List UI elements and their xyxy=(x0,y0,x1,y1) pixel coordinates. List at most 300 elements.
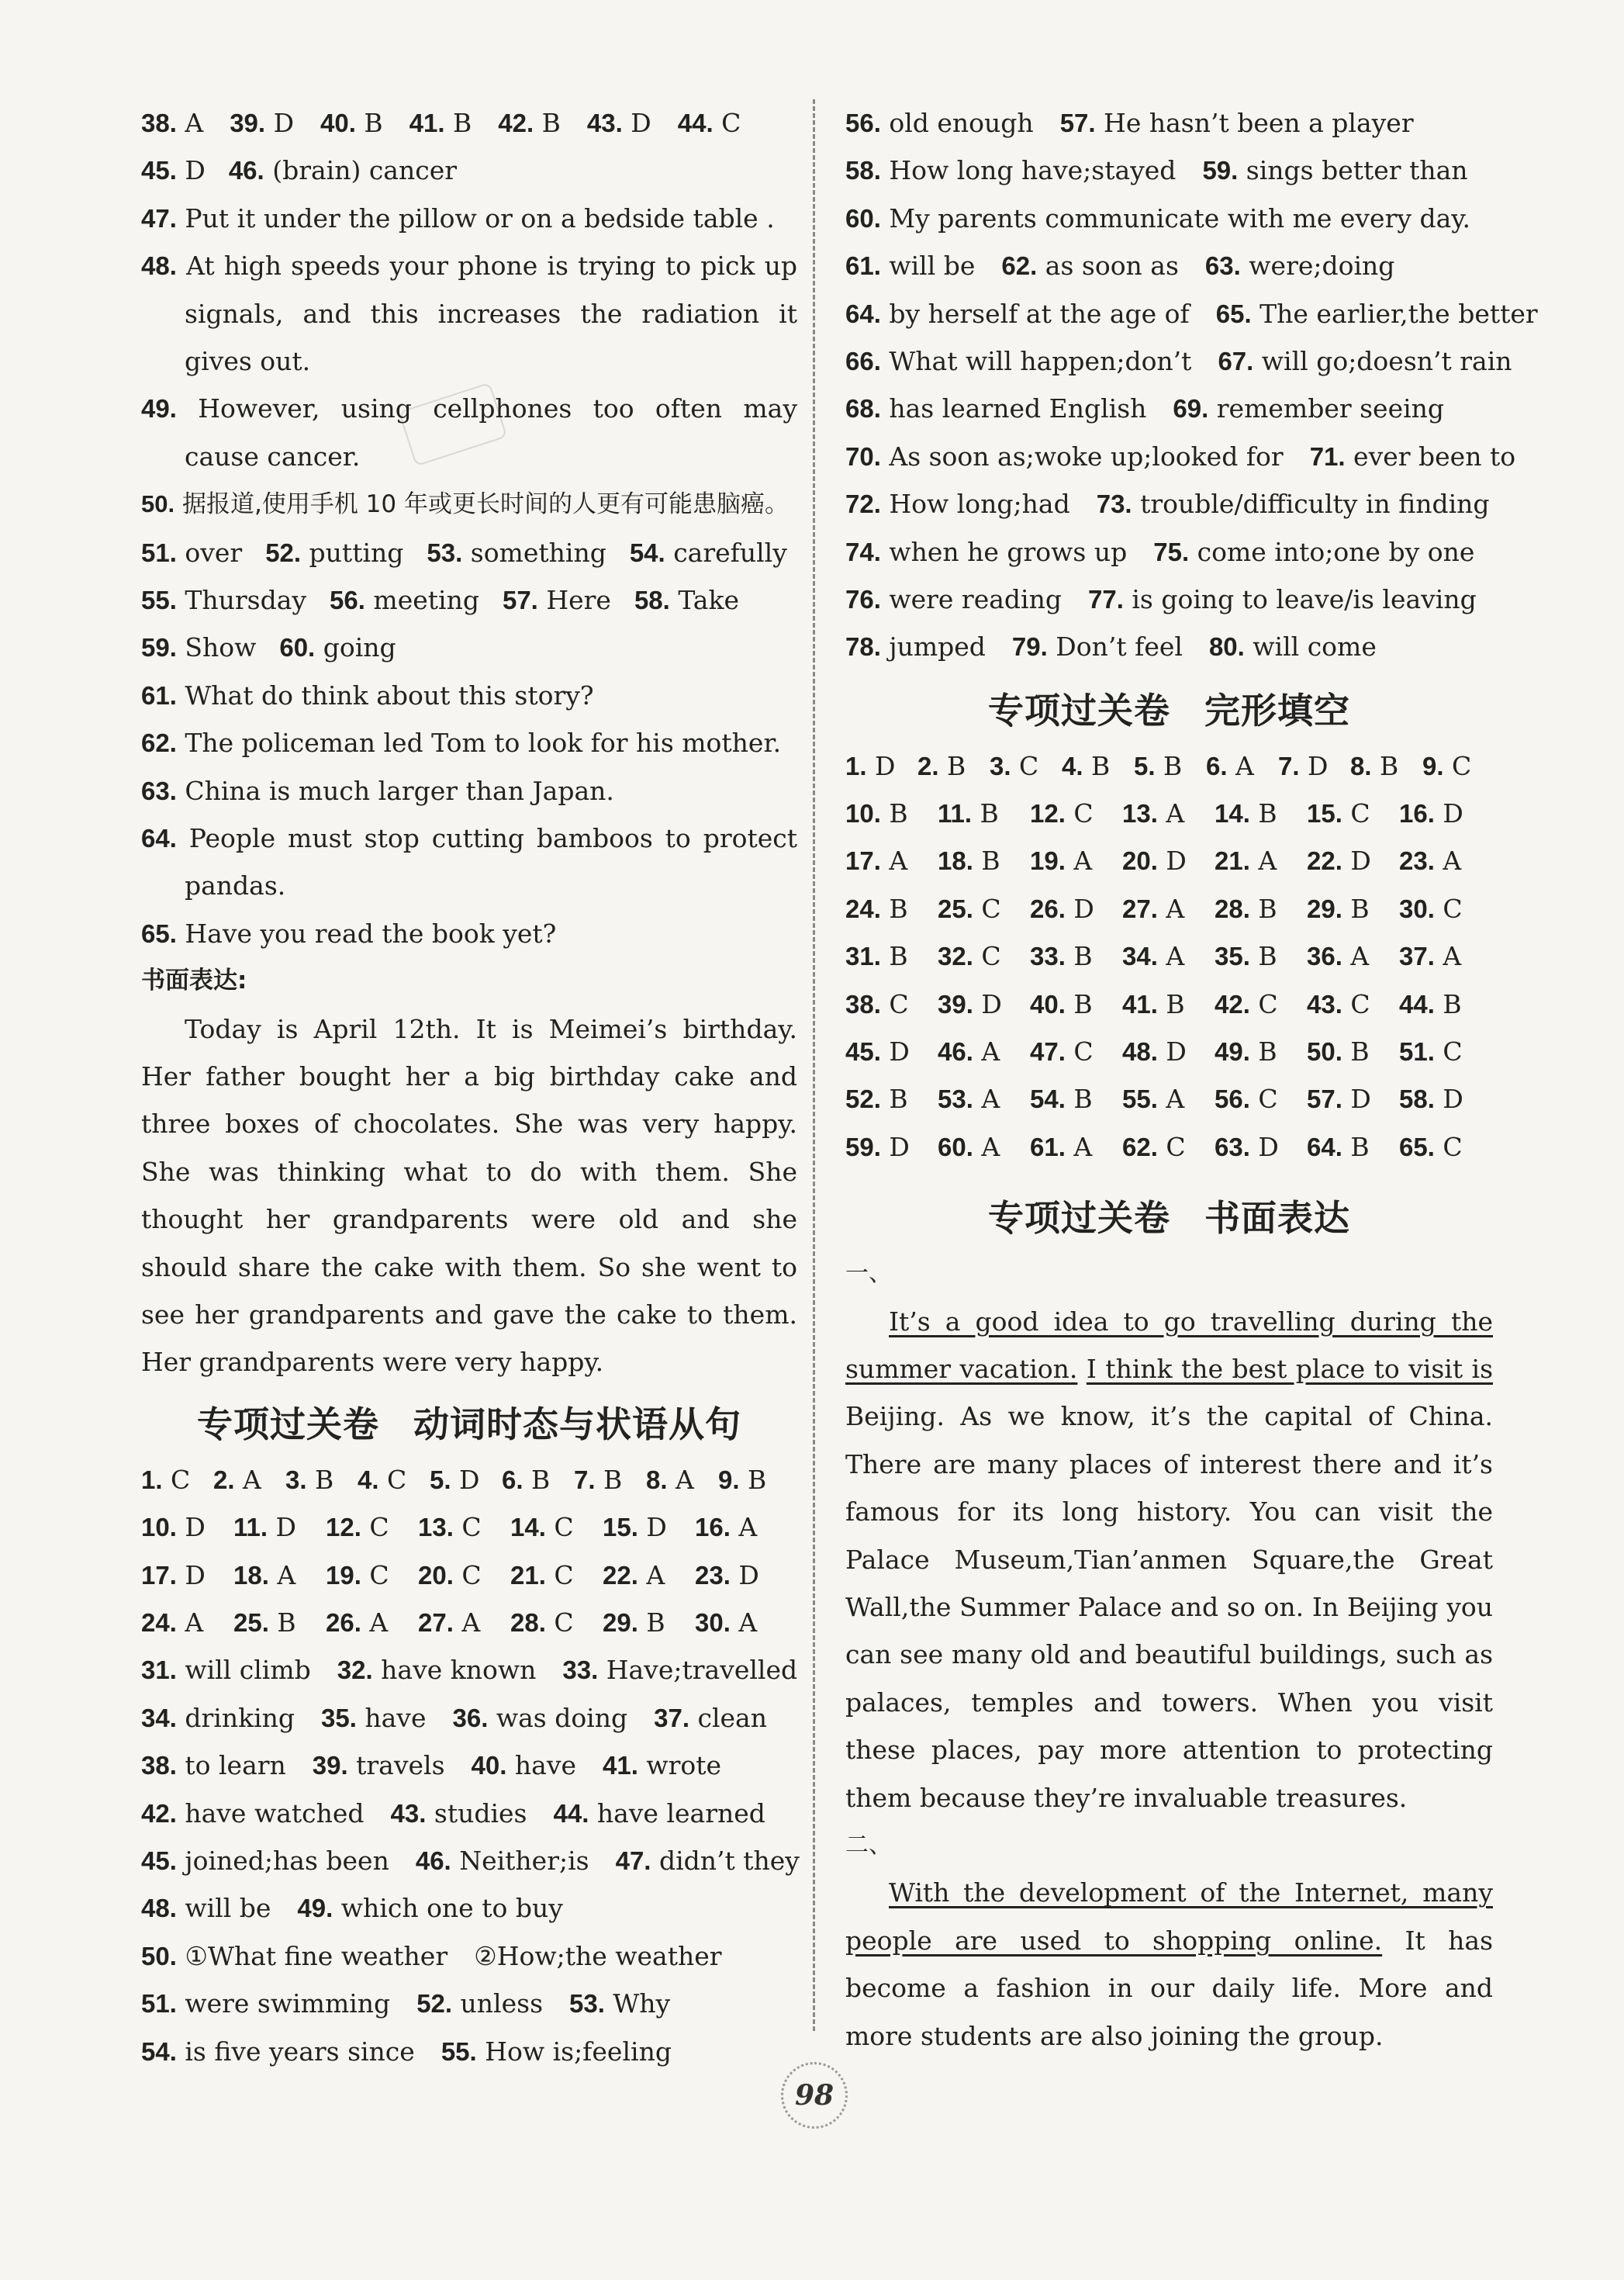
item-answer: come into;one by one xyxy=(1189,536,1475,567)
mc-answer xyxy=(1399,837,1491,884)
item-number: 40. xyxy=(471,1751,507,1780)
item-answer: C xyxy=(713,108,741,138)
answer-pair xyxy=(141,2036,415,2067)
answer-pair xyxy=(845,489,1070,519)
item-answer: C xyxy=(973,893,1001,924)
item-answer: travels xyxy=(347,1750,445,1781)
item-number: 73. xyxy=(1096,490,1132,519)
answer-pair xyxy=(141,1846,389,1876)
mc-answer xyxy=(718,1456,790,1503)
item-number: 80. xyxy=(1208,632,1245,662)
item-answer: C xyxy=(378,1464,407,1495)
item-number: 5. xyxy=(430,1465,451,1494)
item-answer: will go;doesn’t rain xyxy=(1253,345,1512,376)
item-number: 11. xyxy=(233,1513,268,1542)
essay-body: Beijing. As we know, it’s the capital of China. There are many places of interest there and it’s famous for its long history. You can visit the Palace Museum,Tian’anmen Square,the Great Wall,the Summer Palace and so on. In Beijing you can see many old and beautiful buildings, such as palaces, temples and towers. When you visit these places, pay more attention to protecting them because they’re invaluable treasures. xyxy=(845,1401,1493,1813)
answer-item-62 xyxy=(141,719,797,766)
item-answer: B xyxy=(355,108,383,138)
item-answer: have xyxy=(356,1702,427,1733)
item-number: 28. xyxy=(510,1608,546,1638)
item-number: 8. xyxy=(646,1465,668,1494)
item-number: 32. xyxy=(337,1656,373,1685)
answer-pair xyxy=(630,538,787,568)
mc-answer xyxy=(1307,1075,1399,1123)
item-number: 47. xyxy=(1030,1037,1066,1067)
answer-pair xyxy=(845,108,1034,138)
answer-row xyxy=(141,1980,797,2027)
item-answer: Why xyxy=(604,1988,671,2019)
item-answer: C xyxy=(1249,1084,1278,1115)
item-answer: D xyxy=(1342,846,1371,877)
item-number: 56. xyxy=(330,586,365,615)
mc-answer xyxy=(213,1456,285,1503)
mc-answer xyxy=(1399,932,1491,980)
heading-topic: 书面表达 xyxy=(1204,1197,1350,1240)
item-number: 60. xyxy=(845,203,881,233)
item-number: 63. xyxy=(1204,251,1241,281)
item-number: 52. xyxy=(416,1989,453,2019)
answer-item-63 xyxy=(141,767,797,815)
item-text: China is much larger than Japan. xyxy=(185,775,614,806)
item-number: 21. xyxy=(510,1560,546,1590)
answer-row xyxy=(845,433,1516,480)
answer-row xyxy=(141,624,797,671)
item-number: 9. xyxy=(718,1465,740,1494)
mc-answer xyxy=(358,1456,430,1503)
item-answer: A xyxy=(730,1512,758,1543)
mc-answer xyxy=(1122,885,1215,932)
mc-answer xyxy=(1030,837,1122,884)
item-answer: A xyxy=(1249,846,1277,877)
item-number: 79. xyxy=(1011,632,1048,662)
answer-pair xyxy=(845,251,975,281)
answer-pair xyxy=(1310,441,1515,472)
item-answer: D xyxy=(622,108,651,138)
mc-answer xyxy=(845,932,938,980)
item-number: 29. xyxy=(603,1608,638,1638)
answer-pair xyxy=(845,299,1190,329)
section-heading-writing xyxy=(845,1186,1493,1250)
item-answer: B xyxy=(638,1607,665,1638)
heading-prefix: 专项过关卷 xyxy=(197,1403,379,1445)
item-answer: C xyxy=(1434,1131,1463,1162)
answer-pair xyxy=(141,538,242,568)
mc-answer xyxy=(603,1599,695,1646)
item-number: 51. xyxy=(141,538,177,567)
mc-answer xyxy=(938,1075,1030,1123)
mc-answer xyxy=(1399,790,1491,837)
item-number: 18. xyxy=(938,846,973,876)
item-answer: studies xyxy=(426,1797,527,1828)
item-answer: D xyxy=(268,1512,297,1543)
item-answer: A xyxy=(1157,798,1185,829)
item-number: 57. xyxy=(1307,1085,1342,1114)
item-answer: B xyxy=(523,1464,551,1495)
item-number: 54. xyxy=(629,538,665,567)
item-number: 45. xyxy=(845,1037,881,1067)
section-heading-tense xyxy=(141,1393,797,1456)
item-number: 10. xyxy=(141,1513,177,1542)
item-answer: old enough xyxy=(880,108,1034,138)
answer-row xyxy=(141,1646,797,1694)
fill-answer-list xyxy=(141,1646,800,2075)
mc-row xyxy=(845,1075,1494,1123)
mc-answer xyxy=(510,1503,603,1551)
item-text: The policeman led Tom to look for his mother. xyxy=(185,728,782,759)
item-answer: B xyxy=(1083,750,1111,781)
item-number: 53. xyxy=(427,538,463,567)
item-answer: C xyxy=(1342,798,1370,829)
item-answer: As soon as;woke up;looked for xyxy=(880,441,1284,472)
mc-answer xyxy=(1307,981,1399,1028)
item-number: 38. xyxy=(141,109,177,137)
item-answer: putting xyxy=(301,537,404,568)
item-number: 62. xyxy=(1001,251,1038,281)
mc-answer xyxy=(695,1599,787,1646)
mc-answer xyxy=(510,1599,603,1646)
item-answer: C xyxy=(1065,798,1094,829)
mc-answer xyxy=(1030,790,1122,837)
item-answer: B xyxy=(1342,1036,1370,1067)
answer-pair xyxy=(265,538,403,568)
answer-row xyxy=(845,623,1493,670)
item-number: 20. xyxy=(418,1560,454,1590)
answer-pair xyxy=(554,1798,765,1828)
mc-answer xyxy=(845,1028,938,1075)
item-answer: didn’t they xyxy=(651,1846,800,1877)
item-number: 68. xyxy=(845,394,881,424)
item-answer: remember seeing xyxy=(1208,393,1445,424)
answer-pair xyxy=(845,584,1062,614)
item-number: 58. xyxy=(1399,1085,1435,1114)
item-answer: C xyxy=(1342,988,1370,1019)
answer-pair xyxy=(1202,155,1467,185)
item-number: 50. xyxy=(141,1941,177,1970)
item-number: 25. xyxy=(233,1608,269,1638)
mc-answer xyxy=(1307,837,1399,884)
topic-sentence: With the development of the Internet, many people are used to shopping online. xyxy=(845,1877,1493,1956)
mc-answer xyxy=(917,742,990,790)
item-answer: D xyxy=(176,1512,206,1543)
answer-pair xyxy=(562,1655,797,1685)
item-number: 67. xyxy=(1218,346,1254,375)
item-answer: D xyxy=(1434,1084,1463,1115)
answer-pair xyxy=(503,585,611,615)
item-answer: D xyxy=(880,1036,910,1067)
item-answer: D xyxy=(176,1559,206,1590)
item-answer: by herself at the age of xyxy=(880,298,1190,329)
item-number: 16. xyxy=(1399,799,1435,829)
mc-row xyxy=(845,742,1494,790)
answer-pair xyxy=(409,108,472,138)
mc-row xyxy=(845,932,1494,980)
mc-answer xyxy=(141,1552,233,1599)
mc-answer xyxy=(1215,932,1307,980)
item-number: 60. xyxy=(279,633,316,663)
item-answer: carefully xyxy=(665,537,787,568)
item-answer: B xyxy=(1065,988,1093,1019)
item-number: 49. xyxy=(141,394,177,424)
item-number: 26. xyxy=(326,1608,361,1638)
item-answer: A xyxy=(667,1464,694,1495)
mc-answer xyxy=(1215,790,1307,837)
item-answer: have xyxy=(506,1750,576,1781)
answer-pair xyxy=(1001,251,1179,281)
item-number: 1. xyxy=(141,1465,163,1494)
item-number: 45. xyxy=(141,156,177,185)
topic-sentence: It’s a good idea to go travelling during the summer vacation. xyxy=(845,1306,1493,1385)
essay-marker-1: 一、 xyxy=(845,1260,892,1288)
item-number: 14. xyxy=(1215,799,1250,829)
answer-row xyxy=(141,2028,797,2075)
answer-pair xyxy=(1173,393,1444,424)
answer-pair xyxy=(313,1750,445,1780)
mc-answer xyxy=(502,1456,574,1503)
item-number: 40. xyxy=(320,109,356,137)
item-answer: D xyxy=(265,108,295,138)
mc-answer xyxy=(1030,932,1122,980)
item-answer: What will happen;don’t xyxy=(880,345,1192,376)
item-number: 76. xyxy=(845,584,881,614)
item-answer: B xyxy=(306,1464,334,1495)
item-answer: B xyxy=(1434,988,1462,1019)
item-answer: B xyxy=(1342,893,1370,924)
item-number: 24. xyxy=(845,894,881,923)
item-answer: A xyxy=(176,108,204,138)
item-answer: over xyxy=(176,537,243,568)
item-number: 2. xyxy=(213,1465,235,1494)
answer-pair xyxy=(616,1846,800,1876)
answer-pair xyxy=(1088,584,1477,614)
mc-answer xyxy=(695,1552,787,1599)
item-number: 48. xyxy=(141,1894,177,1923)
item-answer: B xyxy=(1065,1084,1093,1115)
mc-answer xyxy=(1399,1075,1491,1123)
item-answer: is five years since xyxy=(176,2036,415,2067)
mc-answer xyxy=(938,790,1030,837)
column-divider xyxy=(813,99,815,2031)
answer-pair xyxy=(141,1988,390,2019)
item-answer: which one to buy xyxy=(333,1893,563,1924)
item-answer: B xyxy=(1249,1036,1277,1067)
item-answer: Thursday xyxy=(176,585,307,616)
item-answer: B xyxy=(1342,1131,1370,1162)
answer-pair xyxy=(141,108,203,138)
item-number: 39. xyxy=(938,989,973,1019)
item-number: 46. xyxy=(415,1846,451,1876)
item-answer: B xyxy=(739,1464,767,1495)
item-number: 7. xyxy=(574,1465,596,1494)
mc-answer xyxy=(1030,885,1122,932)
answer-pair xyxy=(141,1703,295,1733)
page-number: 98 xyxy=(781,2062,848,2129)
item-number: 34. xyxy=(1122,942,1158,971)
mc-row xyxy=(845,790,1494,837)
item-number: 53. xyxy=(938,1085,973,1114)
item-answer: C xyxy=(453,1512,482,1543)
answer-pair xyxy=(474,1941,721,1971)
mc-row xyxy=(141,1456,797,1503)
item-number: 21. xyxy=(1215,846,1250,876)
answer-pair xyxy=(1205,251,1395,281)
mc-row xyxy=(845,1028,1494,1075)
mc-answer xyxy=(1122,981,1215,1028)
item-answer: C xyxy=(1157,1131,1186,1162)
item-answer: C xyxy=(361,1512,389,1543)
item-number: 36. xyxy=(1307,942,1342,971)
item-number: 14. xyxy=(510,1513,546,1542)
item-number: 4. xyxy=(1062,751,1083,780)
answer-pair xyxy=(141,1941,447,1971)
answer-item-49 xyxy=(141,385,797,480)
item-answer: How is;feeling xyxy=(476,2036,672,2067)
item-answer: C xyxy=(162,1464,191,1495)
item-number: 32. xyxy=(938,942,973,971)
item-answer: when he grows up xyxy=(880,536,1128,567)
item-answer: B xyxy=(268,1607,296,1638)
mc-answer xyxy=(1122,1028,1215,1075)
answer-pair xyxy=(416,1846,589,1876)
mc-answer xyxy=(1307,1028,1399,1075)
item-number: 57. xyxy=(1059,109,1096,137)
item-answer: A xyxy=(1434,941,1462,972)
item-number: 69. xyxy=(1173,394,1209,424)
answer-row xyxy=(845,147,1493,194)
item-number: 75. xyxy=(1153,537,1190,566)
item-number: 63. xyxy=(141,776,177,805)
mc-answer xyxy=(990,742,1062,790)
item-answer: B xyxy=(1155,750,1183,781)
item-answer: B xyxy=(444,108,472,138)
item-text: Put it under the pillow or on a bedside table . xyxy=(185,202,775,234)
answer-pair xyxy=(569,1988,670,2019)
item-answer: C xyxy=(973,941,1001,972)
item-answer: A xyxy=(361,1607,389,1638)
mc-answer xyxy=(430,1456,502,1503)
item-number: 43. xyxy=(586,109,623,137)
mc-answer xyxy=(1030,1028,1122,1075)
item-number: 20. xyxy=(1122,846,1158,876)
item-answer: B xyxy=(534,108,561,138)
item-answer: (brain) cancer xyxy=(264,155,458,186)
item-number: 4. xyxy=(358,1465,379,1494)
answer-row xyxy=(845,385,1493,432)
answer-pair xyxy=(427,538,606,568)
item-number: 13. xyxy=(418,1513,454,1542)
answer-row xyxy=(845,290,1538,337)
item-answer: A xyxy=(1157,941,1185,972)
item-number: 46. xyxy=(938,1037,973,1067)
item-number: 23. xyxy=(1399,846,1435,876)
item-number: 1. xyxy=(845,751,867,780)
item-number: 15. xyxy=(603,1513,638,1542)
left-column xyxy=(141,99,800,2075)
item-number: 34. xyxy=(141,1703,177,1732)
essay-2 xyxy=(845,1869,1493,2060)
item-answer: trouble/difficulty in finding xyxy=(1132,489,1490,520)
item-answer: A xyxy=(176,1607,204,1638)
mc-answer xyxy=(1215,981,1307,1028)
item-number: 42. xyxy=(141,1798,177,1828)
item-number: 58. xyxy=(634,586,670,615)
mc-answer xyxy=(1399,885,1491,932)
mc-answer xyxy=(938,885,1030,932)
item-number: 52. xyxy=(845,1085,881,1114)
item-answer: will climb xyxy=(176,1655,311,1686)
mc-answer xyxy=(1307,790,1399,837)
answer-row xyxy=(845,480,1493,528)
mc-answer xyxy=(1215,1075,1307,1123)
item-number: 22. xyxy=(603,1560,638,1590)
item-answer: B xyxy=(880,1084,908,1115)
item-answer: B xyxy=(1249,798,1277,829)
item-answer: D xyxy=(880,1131,910,1162)
item-answer: A xyxy=(638,1559,665,1590)
item-answer: A xyxy=(973,1084,1000,1115)
item-number: 28. xyxy=(1215,894,1250,923)
item-number: 44. xyxy=(553,1798,589,1828)
item-answer: have watched xyxy=(176,1797,365,1828)
item-number: 24. xyxy=(141,1608,177,1638)
answer-pair xyxy=(845,203,1470,234)
mc-answer xyxy=(1122,1123,1215,1171)
item-number: 61. xyxy=(141,680,177,710)
item-answer: D xyxy=(1299,750,1329,781)
mc-answer xyxy=(845,1075,938,1123)
item-answer: B xyxy=(1249,941,1277,972)
answer-pair xyxy=(320,108,383,138)
writing-label: 书面表达: xyxy=(141,967,247,995)
answer-pair xyxy=(141,155,206,185)
answer-pair xyxy=(634,585,739,615)
item-number: 43. xyxy=(390,1798,427,1828)
item-answer: C xyxy=(1434,893,1463,924)
item-answer: B xyxy=(1065,941,1093,972)
item-answer: A xyxy=(973,1036,1000,1067)
mc-row xyxy=(845,837,1494,884)
answer-row xyxy=(141,529,797,576)
item-number: 9. xyxy=(1422,751,1444,780)
item-number: 51. xyxy=(141,1989,177,2019)
item-number: 48. xyxy=(141,251,177,281)
answer-pair xyxy=(141,1893,271,1923)
item-answer: B xyxy=(973,846,1000,877)
answer-pair xyxy=(337,1655,537,1685)
item-number: 66. xyxy=(845,346,881,375)
mc-answer xyxy=(938,981,1030,1028)
answer-pair xyxy=(1218,346,1512,376)
item-answer: Here xyxy=(537,585,611,616)
item-number: 39. xyxy=(230,109,266,137)
mc-answer xyxy=(1278,742,1350,790)
item-answer: A xyxy=(973,1131,1000,1162)
item-number: 77. xyxy=(1087,584,1124,614)
answer-pair xyxy=(603,1750,721,1780)
mc-answer xyxy=(845,837,938,884)
item-answer: A xyxy=(880,846,908,877)
heading-topic: 动词时态与状语从句 xyxy=(413,1403,741,1445)
item-answer: C xyxy=(545,1512,574,1543)
item-number: 41. xyxy=(1122,989,1158,1019)
item-number: 17. xyxy=(845,846,881,876)
mc-answer xyxy=(1122,1075,1215,1123)
item-answer: C xyxy=(1443,750,1472,781)
mc-answer xyxy=(1399,1123,1491,1171)
item-number: 39. xyxy=(312,1751,348,1780)
mc-answer xyxy=(603,1503,695,1551)
mc-answer xyxy=(1215,1123,1307,1171)
item-number: 51. xyxy=(1399,1037,1435,1067)
